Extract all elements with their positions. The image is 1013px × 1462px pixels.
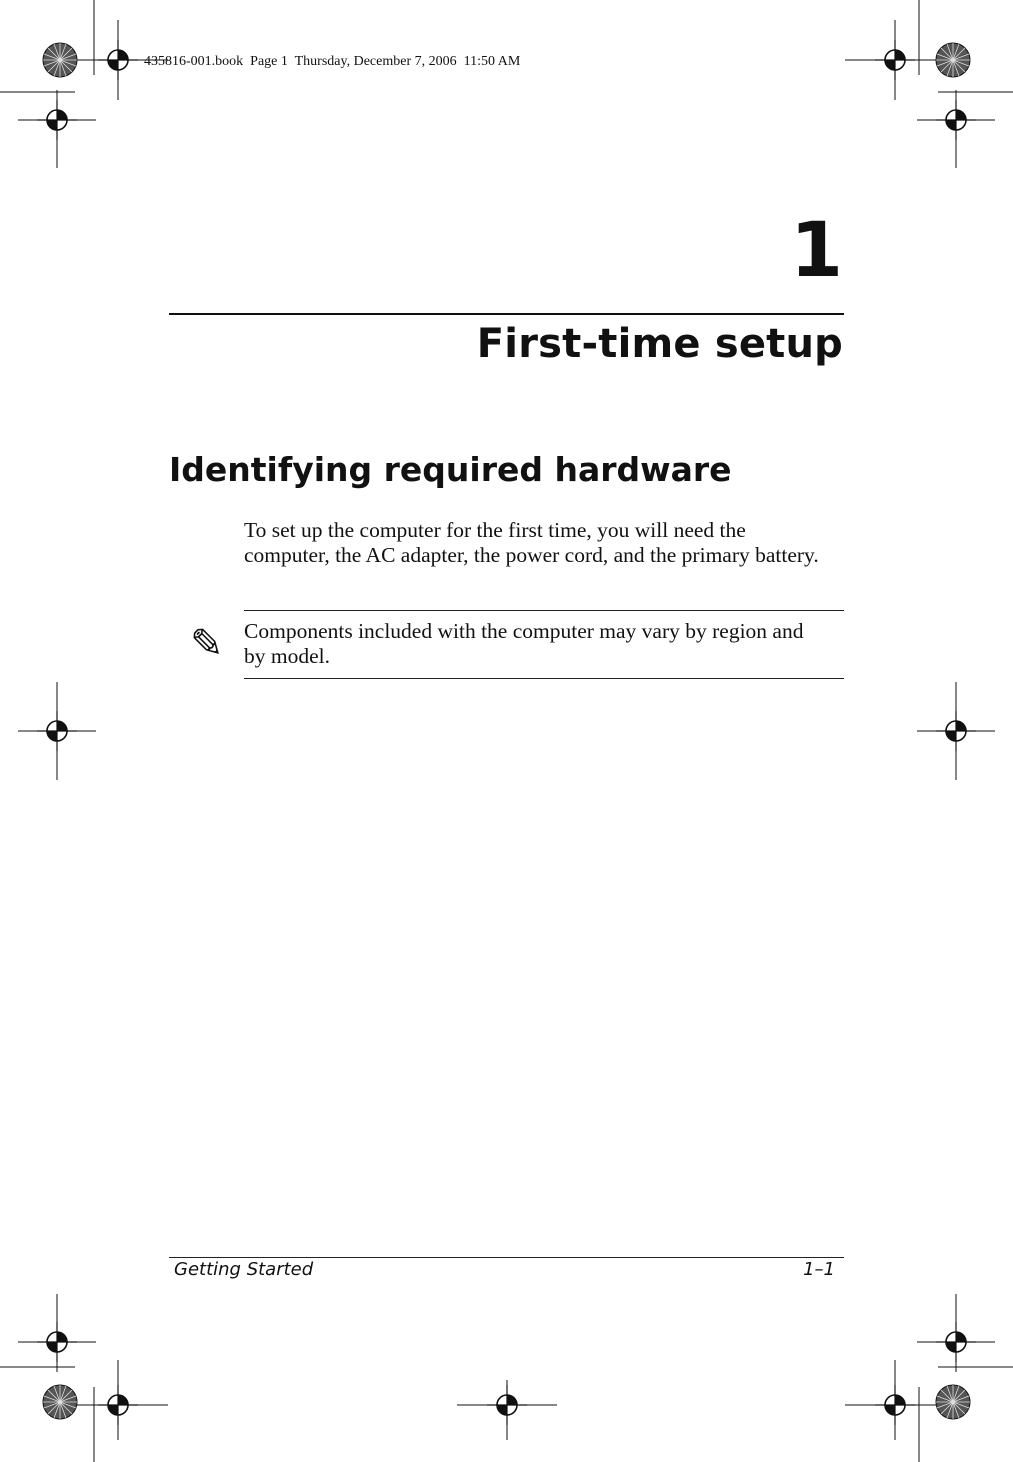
chapter-rule	[169, 313, 844, 315]
footer-book-title: Getting Started	[174, 1259, 314, 1280]
note-text: Components included with the computer may vary by region and by model.	[244, 619, 804, 668]
chapter-title: First-time setup	[476, 321, 843, 367]
pencil-note-icon: ✎	[190, 621, 224, 667]
section-heading: Identifying required hardware	[169, 450, 732, 489]
body-paragraph: To set up the computer for the first time, you will need the computer, the AC adapter, the power cord, and the primary battery.	[244, 518, 819, 567]
note-top-rule	[244, 610, 844, 611]
chapter-number: 1	[790, 205, 843, 294]
footer-page-number: 1–1	[803, 1259, 835, 1280]
note-bottom-rule	[244, 678, 844, 679]
footer-rule	[169, 1257, 844, 1258]
print-slug: 435816-001.book Page 1 Thursday, December 7, 2006 11:50 AM	[144, 54, 521, 69]
